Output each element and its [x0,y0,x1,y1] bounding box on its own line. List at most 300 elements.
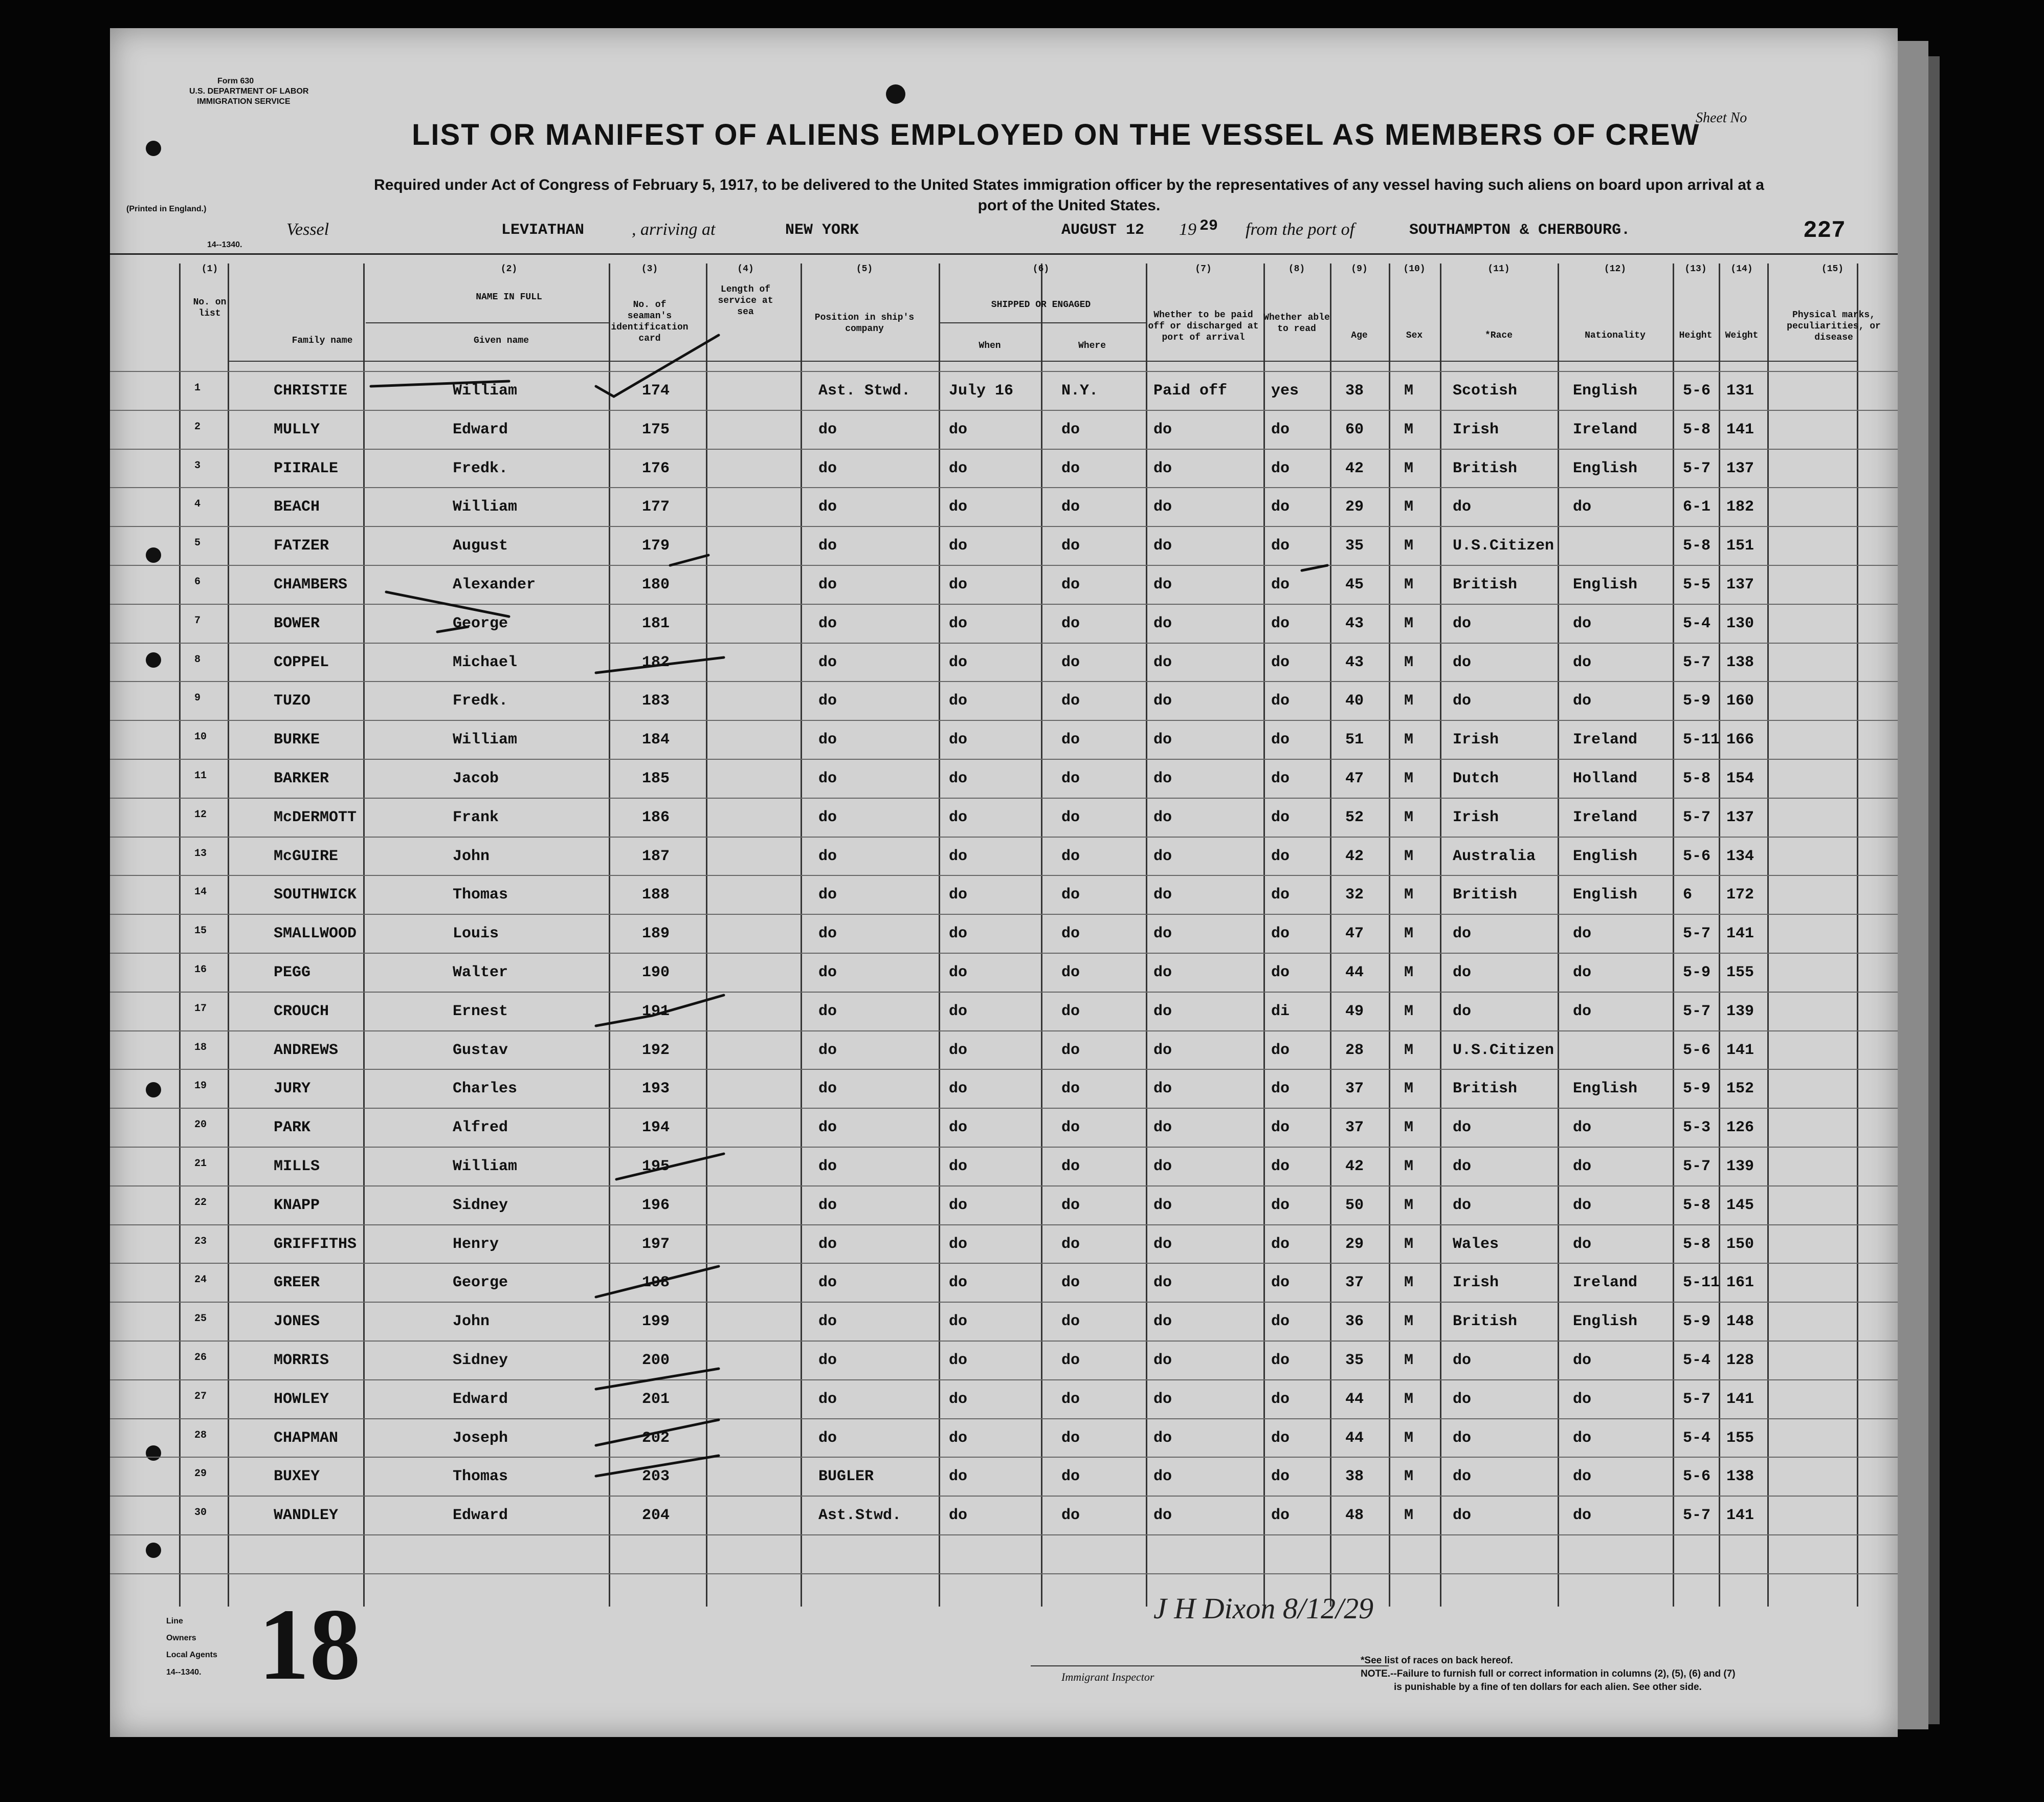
position: do [818,847,837,865]
nationality: Ireland [1573,1274,1638,1292]
shipped-when: do [949,1002,968,1020]
card-number: 188 [642,886,670,904]
shipped-when: do [949,1235,968,1253]
height: 5-7 [1683,1390,1711,1408]
shipped-where: do [1061,1235,1080,1253]
shipped-where: do [1061,1429,1080,1447]
height: 6 [1683,886,1693,904]
card-number: 202 [642,1429,670,1447]
form-code: 14--1340. [207,240,242,249]
weight: 155 [1726,1429,1754,1447]
weight: 141 [1726,1041,1754,1059]
col6-header: SHIPPED OR ENGAGED [991,300,1091,310]
height: 5-11 [1683,731,1720,749]
shipped-when: do [949,1119,968,1137]
position: do [818,1119,837,1137]
sheet-no-label: Sheet No [1696,110,1747,126]
position: do [818,770,837,787]
col10-header: Sex [1406,331,1423,341]
weight: 150 [1726,1235,1754,1253]
paid-off: Paid off [1153,382,1228,400]
sex: M [1404,1119,1414,1137]
race: U.S.Citizen [1453,1041,1554,1059]
nationality: do [1573,1002,1592,1020]
position: do [818,421,837,438]
penalty-note-2: is punishable by a fine of ten dollars for each alien. See other side. [1394,1682,1702,1693]
card-number: 182 [642,653,670,671]
shipped-where: do [1061,1390,1080,1408]
shipped-where: do [1061,1468,1080,1486]
paid-off: do [1153,1041,1172,1059]
sex: M [1404,1468,1414,1486]
age: 37 [1345,1119,1364,1137]
family-name: CHRISTIE [274,382,348,400]
shipped-where: do [1061,692,1080,710]
pencil-check-marks [110,28,1898,1737]
card-number: 184 [642,731,670,749]
race: British [1453,459,1518,477]
weight: 141 [1726,1390,1754,1408]
col15-header: Physical marks, peculiarities, or disease [1787,310,1881,343]
family-name: PEGG [274,964,311,981]
age: 47 [1345,925,1364,943]
shipped-when: do [949,1041,968,1059]
card-number: 190 [642,964,670,981]
card-number: 196 [642,1196,670,1214]
weight: 137 [1726,808,1754,826]
card-number: 191 [642,1002,670,1020]
family-name: FATZER [274,537,329,555]
weight: 148 [1726,1313,1754,1331]
nationality: do [1573,1352,1592,1369]
able-to-read: do [1271,576,1290,594]
card-number: 194 [642,1119,670,1137]
race: Australia [1453,847,1536,865]
position: do [818,925,837,943]
weight: 141 [1726,925,1754,943]
given-name: William [453,498,518,516]
given-name: August [453,537,508,555]
nationality: Ireland [1573,421,1638,438]
shipped-when: do [949,459,968,477]
penalty-note-1: NOTE.--Failure to furnish full or correct information in columns (2), (5), (6) and (7) [1361,1668,1736,1679]
row-number: 27 [194,1390,207,1402]
col12-number: (12) [1604,264,1627,274]
age: 49 [1345,1002,1364,1020]
height: 6-1 [1683,498,1711,516]
col7-header: Whether to be paid off or discharged at port of arrival [1148,310,1259,343]
position: do [818,537,837,555]
row-number: 28 [194,1429,207,1441]
col11-number: (11) [1487,264,1510,274]
service: IMMIGRATION SERVICE [197,97,291,106]
age: 37 [1345,1080,1364,1098]
nationality: English [1573,886,1638,904]
col4-header: Length of service at sea [718,284,773,317]
paid-off: do [1153,1158,1172,1175]
nationality: Ireland [1573,731,1638,749]
col5-number: (5) [856,264,873,274]
able-to-read: do [1271,1468,1290,1486]
given-name: Sidney [453,1352,508,1369]
family-name: BEACH [274,498,320,516]
owners-label: Owners [166,1634,196,1642]
sex: M [1404,1041,1414,1059]
age: 36 [1345,1313,1364,1331]
able-to-read: do [1271,1313,1290,1331]
height: 5-9 [1683,692,1711,710]
family-name: BARKER [274,770,329,787]
position: do [818,731,837,749]
age: 60 [1345,421,1364,438]
vessel-label: Vessel [286,220,329,239]
weight: 126 [1726,1119,1754,1137]
position: do [818,808,837,826]
height: 5-8 [1683,537,1711,555]
sex: M [1404,964,1414,981]
family-name: CROUCH [274,1002,329,1020]
race: Wales [1453,1235,1499,1253]
given-name: Frank [453,808,499,826]
weight: 155 [1726,964,1754,981]
card-number: 180 [642,576,670,594]
given-name: George [453,614,508,632]
age: 29 [1345,498,1364,516]
shipped-when: do [949,1352,968,1369]
weight: 131 [1726,382,1754,400]
department: U.S. DEPARTMENT OF LABOR [189,87,309,96]
age: 44 [1345,1429,1364,1447]
height: 5-4 [1683,1429,1711,1447]
card-number: 195 [642,1158,670,1175]
col6a-header: When [979,341,1001,351]
shipped-when: do [949,1429,968,1447]
sex: M [1404,731,1414,749]
position: do [818,576,837,594]
position: do [818,653,837,671]
inspector-line [1031,1665,1389,1666]
age: 32 [1345,886,1364,904]
position: do [818,1080,837,1098]
race: Irish [1453,731,1499,749]
page-edge [1898,41,1928,1729]
age: 28 [1345,1041,1364,1059]
shipped-where: do [1061,1119,1080,1137]
race: Dutch [1453,770,1499,787]
shipped-where: do [1061,1274,1080,1292]
shipped-where: N.Y. [1061,382,1099,400]
sex: M [1404,653,1414,671]
given-name: Edward [453,1390,508,1408]
paid-off: do [1153,1313,1172,1331]
race: do [1453,653,1472,671]
age: 43 [1345,614,1364,632]
sex: M [1404,1235,1414,1253]
nationality: do [1573,1507,1592,1525]
sex: M [1404,1158,1414,1175]
nationality: Ireland [1573,808,1638,826]
weight: 166 [1726,731,1754,749]
nationality: English [1573,1313,1638,1331]
shipped-when: do [949,808,968,826]
shipped-when: July 16 [949,382,1014,400]
race: U.S.Citizen [1453,537,1554,555]
race: Irish [1453,421,1499,438]
family-name: MILLS [274,1158,320,1175]
height: 5-8 [1683,1235,1711,1253]
family-name: McDERMOTT [274,808,357,826]
weight: 130 [1726,614,1754,632]
row-number: 13 [194,847,207,860]
family-name: COPPEL [274,653,329,671]
able-to-read: do [1271,1235,1290,1253]
able-to-read: do [1271,1390,1290,1408]
row-number: 17 [194,1002,207,1015]
able-to-read: do [1271,925,1290,943]
paid-off: do [1153,886,1172,904]
race: do [1453,614,1472,632]
col9-number: (9) [1351,264,1368,274]
race: British [1453,1080,1518,1098]
family-name: JURY [274,1080,311,1098]
nationality: English [1573,1080,1638,1098]
footer-code: 14--1340. [166,1668,202,1677]
card-number: 176 [642,459,670,477]
shipped-where: do [1061,1507,1080,1525]
weight: 139 [1726,1002,1754,1020]
shipped-where: do [1061,1313,1080,1331]
paid-off: do [1153,576,1172,594]
row-number: 7 [194,614,201,627]
given-name: Thomas [453,886,508,904]
able-to-read: di [1271,1002,1290,1020]
row-number: 15 [194,925,207,937]
shipped-when: do [949,653,968,671]
card-number: 199 [642,1313,670,1331]
row-number: 20 [194,1119,207,1131]
race: do [1453,1158,1472,1175]
paid-off: do [1153,692,1172,710]
position: do [818,886,837,904]
weight: 134 [1726,847,1754,865]
family-name: SMALLWOOD [274,925,357,943]
shipped-when: do [949,692,968,710]
shipped-when: do [949,886,968,904]
family-name: BURKE [274,731,320,749]
family-name: PARK [274,1119,311,1137]
weight: 172 [1726,886,1754,904]
inspector-signature: J H Dixon 8/12/29 [1153,1592,1374,1625]
able-to-read: do [1271,1274,1290,1292]
shipped-when: do [949,964,968,981]
position: Ast.Stwd. [818,1507,902,1525]
nationality: do [1573,653,1592,671]
height: 5-6 [1683,382,1711,400]
shipped-where: do [1061,1352,1080,1369]
shipped-when: do [949,1196,968,1214]
age: 44 [1345,1390,1364,1408]
paid-off: do [1153,1429,1172,1447]
shipped-where: do [1061,421,1080,438]
position: do [818,1390,837,1408]
paid-off: do [1153,770,1172,787]
paid-off: do [1153,1468,1172,1486]
col11-header: *Race [1484,331,1513,341]
sex: M [1404,382,1414,400]
family-name: SOUTHWICK [274,886,357,904]
sex: M [1404,1313,1414,1331]
family-name: MORRIS [274,1352,329,1369]
col3-number: (3) [641,264,658,274]
given-name: Fredk. [453,459,508,477]
nationality: English [1573,382,1638,400]
shipped-when: do [949,1080,968,1098]
col7-number: (7) [1195,264,1212,274]
given-name: William [453,731,518,749]
age: 42 [1345,459,1364,477]
given-name: Thomas [453,1468,508,1486]
position: do [818,1235,837,1253]
age: 38 [1345,1468,1364,1486]
nationality: do [1573,1468,1592,1486]
able-to-read: do [1271,1507,1290,1525]
shipped-where: do [1061,1080,1080,1098]
paid-off: do [1153,1352,1172,1369]
family-name: McGUIRE [274,847,339,865]
card-number: 201 [642,1390,670,1408]
shipped-where: do [1061,964,1080,981]
paid-off: do [1153,847,1172,865]
family-name: CHAMBERS [274,576,348,594]
paid-off: do [1153,1080,1172,1098]
card-number: 204 [642,1507,670,1525]
height: 5-7 [1683,808,1711,826]
shipped-when: do [949,847,968,865]
paid-off: do [1153,1235,1172,1253]
given-name: George [453,1274,508,1292]
family-name: HOWLEY [274,1390,329,1408]
shipped-where: do [1061,1041,1080,1059]
col8-number: (8) [1288,264,1305,274]
family-name: BUXEY [274,1468,320,1486]
able-to-read: do [1271,731,1290,749]
card-number: 174 [642,382,670,400]
paid-off: do [1153,1390,1172,1408]
paid-off: do [1153,808,1172,826]
form-number: Form 630 [217,77,254,85]
race: British [1453,1313,1518,1331]
race: do [1453,1390,1472,1408]
paid-off: do [1153,653,1172,671]
weight: 141 [1726,1507,1754,1525]
age: 50 [1345,1196,1364,1214]
given-name: Michael [453,653,518,671]
paid-off: do [1153,537,1172,555]
paid-off: do [1153,1119,1172,1137]
card-number: 203 [642,1468,670,1486]
race: Irish [1453,1274,1499,1292]
able-to-read: do [1271,808,1290,826]
paid-off: do [1153,925,1172,943]
given-name: Ernest [453,1002,508,1020]
able-to-read: do [1271,1352,1290,1369]
sex: M [1404,1352,1414,1369]
col1-number: (1) [201,264,218,274]
family-name: KNAPP [274,1196,320,1214]
nationality: do [1573,1158,1592,1175]
shipped-when: do [949,770,968,787]
family-name: WANDLEY [274,1507,339,1525]
paid-off: do [1153,964,1172,981]
col3-header: No. of seaman's identification card [611,300,688,344]
card-number: 179 [642,537,670,555]
page-title: LIST OR MANIFEST OF ALIENS EMPLOYED ON THE VESSEL AS MEMBERS OF CREW [412,118,1700,151]
card-number: 175 [642,421,670,438]
shipped-when: do [949,421,968,438]
shipped-when: do [949,925,968,943]
given-name: Louis [453,925,499,943]
position: BUGLER [818,1468,874,1486]
col2a-header: Family name [292,336,353,346]
col13-number: (13) [1684,264,1707,274]
family-name: ANDREWS [274,1041,339,1059]
height: 5-7 [1683,459,1711,477]
row-number: 5 [194,537,201,550]
able-to-read: do [1271,421,1290,438]
race: British [1453,576,1518,594]
paid-off: do [1153,731,1172,749]
row-number: 18 [194,1041,207,1053]
inspector-label: Immigrant Inspector [1061,1671,1154,1683]
nationality: do [1573,1390,1592,1408]
race: do [1453,692,1472,710]
age: 45 [1345,576,1364,594]
height: 5-9 [1683,964,1711,981]
sex: M [1404,1196,1414,1214]
height: 5-7 [1683,1507,1711,1525]
shipped-when: do [949,537,968,555]
height: 5-3 [1683,1119,1711,1137]
weight: 138 [1726,1468,1754,1486]
sex: M [1404,576,1414,594]
position: do [818,498,837,516]
able-to-read: yes [1271,382,1299,400]
card-number: 185 [642,770,670,787]
col14-number: (14) [1730,264,1753,274]
position: do [818,1352,837,1369]
nationality: do [1573,692,1592,710]
family-name: PIIRALE [274,459,339,477]
row-number: 12 [194,808,207,821]
race: do [1453,925,1472,943]
shipped-when: do [949,1274,968,1292]
col6-number: (6) [1032,264,1050,274]
height: 5-8 [1683,770,1711,787]
able-to-read: do [1271,1119,1290,1137]
departure-port: SOUTHAMPTON & CHERBOURG. [1409,222,1631,239]
race: do [1453,1119,1472,1137]
shipped-when: do [949,1507,968,1525]
col2b-header: Given name [473,336,529,346]
height: 5-4 [1683,1352,1711,1369]
year-suffix: 29 [1199,217,1218,235]
row-number: 26 [194,1352,207,1364]
shipped-where: do [1061,537,1080,555]
arriving-port: NEW YORK [785,222,859,239]
card-number: 181 [642,614,670,632]
position: do [818,459,837,477]
row-number: 10 [194,731,207,743]
